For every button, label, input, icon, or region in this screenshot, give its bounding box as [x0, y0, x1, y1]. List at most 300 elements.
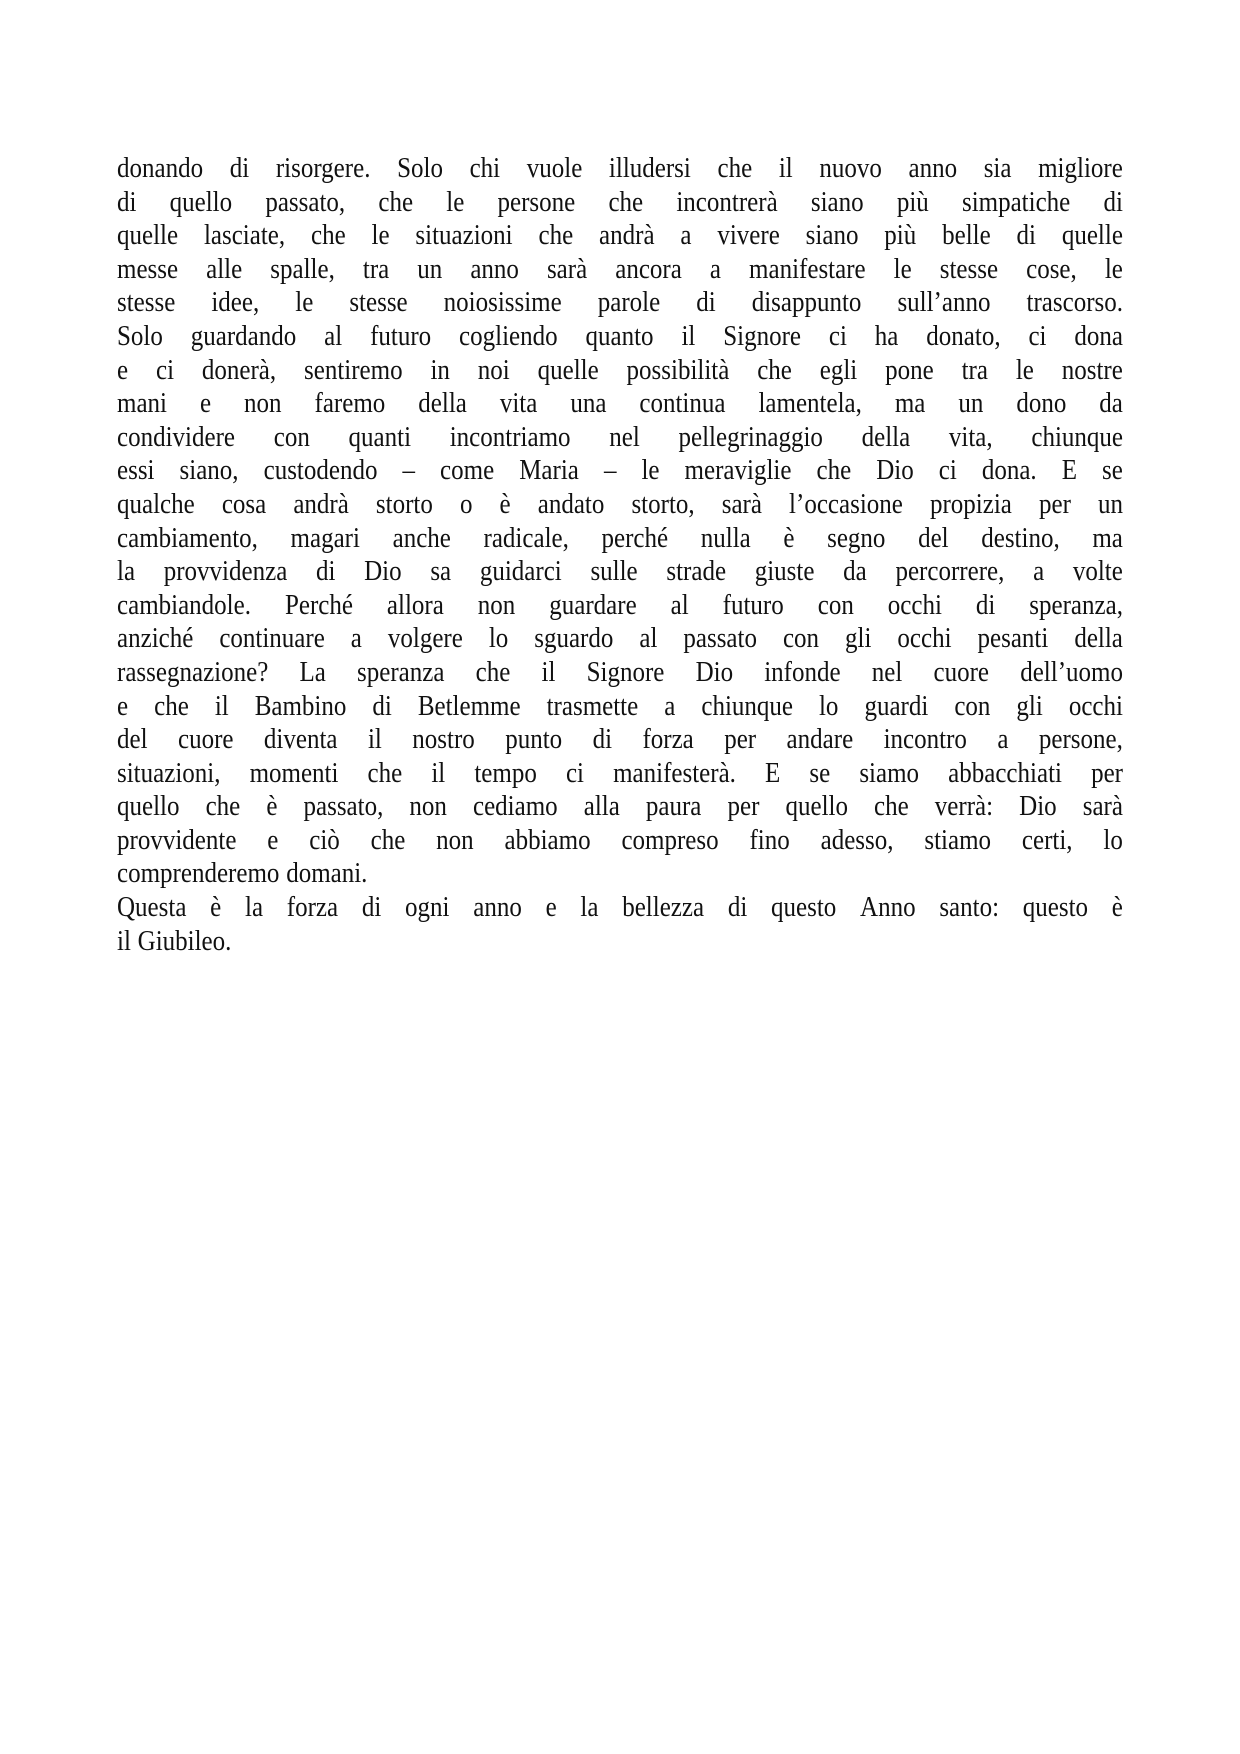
word: che — [538, 220, 574, 251]
word: provvidente — [117, 825, 237, 856]
word: di — [727, 892, 748, 923]
word: che — [816, 455, 852, 486]
word: della — [1074, 623, 1123, 654]
word: noi — [477, 354, 510, 386]
word: messe — [117, 254, 179, 285]
word: e — [545, 892, 557, 923]
word: come — [440, 455, 495, 486]
word: il — [117, 926, 131, 957]
word: a — [664, 690, 676, 722]
word: percorrere, — [895, 556, 1005, 587]
text-line — [117, 755, 1123, 793]
word: vita — [499, 388, 538, 419]
word: non — [436, 825, 474, 856]
word: propizia — [929, 489, 1012, 520]
word: illudersi — [608, 153, 691, 184]
word: cuore — [933, 657, 990, 688]
word: alla — [583, 791, 620, 822]
word: donando — [117, 153, 204, 184]
word: donato, — [926, 321, 1001, 352]
text-line — [117, 855, 1123, 893]
word: le — [893, 254, 912, 285]
text-line — [117, 721, 1123, 759]
word: è — [499, 489, 511, 520]
word: provvidenza — [163, 556, 288, 587]
word: ogni — [405, 892, 450, 923]
word: segno — [827, 522, 886, 554]
word: belle — [942, 220, 991, 251]
word: Maria — [519, 455, 579, 486]
word: bellezza — [622, 892, 705, 923]
text-line — [117, 184, 1123, 222]
word: le — [371, 220, 390, 251]
word: quanto — [585, 321, 654, 352]
text-line — [117, 889, 1123, 927]
text-line — [117, 486, 1123, 524]
word: o — [459, 489, 473, 520]
word: che — [310, 220, 346, 251]
word: stesse — [939, 254, 999, 285]
word: Signore — [723, 321, 801, 352]
word: per — [1038, 489, 1071, 520]
word: che — [608, 186, 644, 218]
word: e — [199, 388, 212, 419]
word: Giubileo. — [137, 926, 232, 957]
word: trasmette — [546, 690, 639, 722]
word: forza — [642, 724, 694, 755]
word: siano, — [179, 455, 239, 486]
word: siamo — [859, 758, 920, 789]
word: Perché — [284, 590, 353, 621]
text-line — [117, 452, 1123, 490]
word: un — [417, 254, 443, 285]
word: di — [975, 590, 996, 621]
word: parole — [597, 287, 661, 318]
word: sguardo — [534, 623, 614, 654]
word: nuovo — [819, 153, 882, 184]
word: che — [757, 354, 792, 386]
word: Dio — [1019, 791, 1057, 822]
word: pesanti — [977, 623, 1049, 654]
word: E — [765, 758, 781, 789]
word: la — [117, 556, 136, 587]
word: guardare — [549, 590, 637, 621]
word: sull’anno — [897, 287, 991, 318]
word: cambiamento, — [117, 522, 258, 554]
word: alle — [206, 254, 243, 285]
word: tempo — [474, 758, 537, 789]
word: simpatiche — [961, 186, 1071, 218]
word: chiunque — [1031, 422, 1123, 453]
text-line — [117, 318, 1123, 356]
word: volgere — [387, 623, 463, 654]
word: questo — [771, 892, 837, 923]
word: se — [1102, 455, 1123, 486]
word: le — [1015, 354, 1034, 386]
word: sentiremo — [304, 354, 403, 386]
word: del — [117, 724, 148, 755]
word: tra — [362, 254, 390, 285]
word: dona — [1074, 321, 1123, 352]
word: vivere — [717, 220, 780, 251]
word: Signore — [586, 657, 665, 688]
word: cosa — [221, 489, 267, 520]
word: ci — [1028, 321, 1047, 352]
word: situazioni, — [117, 758, 221, 789]
word: gli — [845, 623, 872, 654]
word: le — [641, 455, 660, 486]
word: abbacchiati — [948, 758, 1062, 789]
document-body — [117, 152, 1123, 958]
word: nel — [609, 422, 640, 453]
word: sarà — [546, 254, 588, 285]
word: volte — [1072, 556, 1123, 587]
word: migliore — [1038, 153, 1123, 184]
word: a — [350, 623, 362, 654]
word: di — [592, 724, 613, 755]
word: che — [874, 791, 909, 822]
word: occhi — [897, 623, 952, 654]
word: futuro — [722, 590, 784, 621]
word: al — [324, 321, 343, 352]
word: futuro — [370, 321, 432, 352]
word: di — [696, 287, 716, 318]
word: a — [997, 724, 1009, 755]
text-line — [117, 654, 1123, 692]
text-line — [117, 687, 1123, 725]
word: cogliendo — [459, 321, 558, 352]
word: guardando — [190, 321, 297, 352]
word: la — [580, 892, 599, 923]
word: Solo — [117, 321, 163, 352]
word: dell’uomo — [1020, 657, 1123, 688]
text-line — [117, 923, 1123, 961]
word: egli — [819, 354, 858, 386]
text-line — [117, 520, 1123, 558]
word: perché — [601, 522, 669, 554]
word: il — [681, 321, 696, 352]
word: di — [1103, 186, 1123, 218]
word: quelle — [117, 220, 179, 251]
word: al — [639, 623, 658, 654]
word: Dio — [364, 556, 402, 587]
word: diventa — [263, 724, 338, 755]
word: condividere — [117, 422, 236, 453]
word: è — [210, 892, 222, 923]
word: adesso, — [820, 825, 894, 856]
word: domani. — [286, 858, 368, 890]
word: anno — [470, 254, 519, 285]
word: da — [1099, 388, 1123, 419]
word: il — [541, 657, 556, 688]
word: guidarci — [479, 556, 562, 587]
word: nostro — [412, 724, 475, 755]
word: e — [117, 354, 129, 386]
word: con — [817, 590, 854, 621]
word: pellegrinaggio — [678, 422, 823, 453]
word: questo — [1022, 892, 1089, 923]
word: passato — [683, 623, 757, 654]
word: sarà — [721, 489, 762, 520]
word: un — [1097, 489, 1123, 520]
word: di — [372, 690, 392, 722]
word: è — [1111, 892, 1123, 923]
word: continuare — [219, 623, 325, 654]
word: per — [1091, 758, 1123, 789]
word: della — [861, 422, 911, 453]
word: qualche — [117, 489, 195, 520]
text-line — [117, 822, 1123, 860]
word: ma — [1092, 522, 1123, 554]
word: passato, — [303, 791, 384, 822]
word: faremo — [314, 388, 386, 419]
word: – — [402, 455, 415, 486]
word: chiunque — [701, 690, 793, 722]
word: che — [378, 186, 414, 218]
word: stiamo — [924, 825, 992, 856]
word: Dio — [695, 657, 734, 688]
word: lo — [1103, 825, 1123, 856]
word: trascorso. — [1026, 287, 1123, 318]
word: da — [843, 556, 867, 587]
word: quelle — [537, 354, 599, 386]
word: un — [958, 388, 984, 419]
word: magari — [290, 522, 360, 554]
word: le — [295, 287, 314, 318]
word: il — [431, 758, 446, 789]
word: manifestare — [749, 254, 866, 285]
word: santo: — [939, 892, 1000, 923]
word: destino, — [981, 522, 1060, 554]
word: giuste — [754, 556, 815, 587]
word: Betlemme — [417, 690, 521, 722]
word: pone — [885, 354, 934, 386]
word: per — [727, 791, 760, 822]
text-line — [117, 352, 1123, 390]
word: con — [782, 623, 820, 654]
word: ancora — [615, 254, 682, 285]
word: ciò — [309, 825, 340, 856]
word: che — [370, 825, 406, 856]
word: passato, — [265, 186, 346, 218]
word: sia — [983, 153, 1012, 184]
word: persone — [497, 186, 576, 218]
word: del — [918, 522, 949, 554]
word: gli — [1016, 690, 1043, 722]
text-line — [117, 553, 1123, 591]
word: incontriamo — [449, 422, 571, 453]
word: anno — [908, 153, 958, 184]
word: persone, — [1038, 724, 1123, 755]
text-line — [117, 788, 1123, 826]
word: ha — [874, 321, 899, 352]
word: verrà: — [934, 791, 994, 822]
word: al — [670, 590, 689, 621]
word: l’occasione — [789, 489, 903, 520]
word: dono — [1016, 388, 1067, 419]
word: le — [446, 186, 465, 218]
word: sulle — [590, 556, 638, 587]
word: risorgere. — [275, 153, 371, 184]
word: nostre — [1061, 354, 1123, 386]
word: dona. — [981, 455, 1037, 486]
word: ci — [155, 354, 175, 386]
word: stesse — [349, 287, 408, 318]
word: forza — [286, 892, 339, 923]
word: idee, — [211, 287, 260, 318]
word: meraviglie — [684, 455, 792, 486]
word: è — [783, 522, 795, 554]
word: anno — [473, 892, 522, 923]
word: infonde — [764, 657, 841, 688]
word: ma — [894, 388, 926, 419]
word: sarà — [1082, 791, 1123, 822]
word: – — [603, 455, 617, 486]
word: più — [896, 186, 929, 218]
word: di — [229, 153, 250, 184]
word: il — [778, 153, 793, 184]
word: cediamo — [472, 791, 558, 822]
word: ci — [938, 455, 957, 486]
word: donerà, — [201, 354, 277, 386]
word: vuole — [526, 153, 583, 184]
word: in — [430, 354, 450, 386]
word: cuore — [177, 724, 234, 755]
text-line — [117, 587, 1123, 625]
word: a — [680, 220, 692, 251]
word: Anno — [860, 892, 916, 923]
word: e — [267, 825, 279, 856]
word: disappunto — [751, 287, 862, 318]
word: Solo — [397, 153, 443, 184]
word: quello — [169, 186, 233, 218]
word: E — [1061, 455, 1077, 486]
word: più — [884, 220, 917, 251]
word: che — [154, 690, 189, 722]
word: occhi — [1068, 690, 1123, 722]
word: spalle, — [270, 254, 335, 285]
word: rassegnazione? — [117, 657, 269, 688]
text-line — [117, 150, 1123, 188]
word: andrà — [293, 489, 349, 520]
word: di — [117, 186, 137, 218]
word: che — [717, 153, 753, 184]
word: occhi — [887, 590, 942, 621]
word: chi — [469, 153, 501, 184]
word: è — [266, 791, 278, 822]
word: mani — [117, 388, 167, 419]
word: fino — [749, 825, 790, 856]
word: La — [299, 657, 326, 688]
word: quello — [785, 791, 848, 822]
word: paura — [645, 791, 702, 822]
word: nel — [871, 657, 903, 688]
word: speranza — [357, 657, 445, 688]
word: strade — [666, 556, 727, 587]
word: custodendo — [263, 455, 378, 486]
text-line — [117, 217, 1123, 255]
word: guardi — [864, 690, 929, 722]
word: ci — [565, 758, 584, 789]
word: radicale, — [483, 522, 569, 554]
word: il — [367, 724, 382, 755]
word: le — [1104, 254, 1123, 285]
word: lo — [488, 623, 509, 654]
word: lo — [818, 690, 839, 722]
word: andato — [537, 489, 605, 520]
word: a — [1033, 556, 1045, 587]
text-line — [117, 385, 1123, 423]
word: possibilità — [626, 354, 730, 386]
word: quello — [117, 791, 180, 822]
word: compreso — [621, 825, 719, 856]
word: Questa — [117, 892, 187, 923]
word: manifesterà. — [613, 758, 736, 789]
text-line — [117, 620, 1123, 658]
word: della — [418, 388, 467, 419]
word: Dio — [876, 455, 914, 486]
word: incontro — [883, 724, 967, 755]
word: momenti — [249, 758, 339, 789]
word: non — [477, 590, 516, 621]
word: se — [809, 758, 831, 789]
word: di — [315, 556, 336, 587]
word: non — [244, 388, 282, 419]
word: essi — [117, 455, 155, 486]
word: lamentela, — [758, 388, 862, 419]
word: incontrerà — [676, 186, 778, 218]
word: la — [245, 892, 264, 923]
word: noiosissime — [443, 287, 562, 318]
word: nulla — [700, 522, 751, 554]
word: speranza, — [1029, 590, 1123, 621]
word: stesse — [117, 287, 176, 318]
word: quelle — [1061, 220, 1123, 251]
word: storto, — [631, 489, 695, 520]
word: cambiandole. — [117, 590, 251, 621]
word: ci — [828, 321, 847, 352]
word: con — [954, 690, 991, 722]
word: a — [709, 254, 721, 285]
word: non — [409, 791, 447, 822]
word: comprenderemo — [117, 858, 280, 890]
word: sa — [430, 556, 452, 587]
text-line — [117, 284, 1123, 322]
word: tra — [961, 354, 988, 386]
word: il — [214, 690, 229, 722]
word: lasciate, — [203, 220, 286, 251]
word: andare — [786, 724, 854, 755]
word: siano — [810, 186, 864, 218]
text-line — [117, 251, 1123, 289]
word: andrà — [599, 220, 655, 251]
word: anche — [392, 522, 451, 554]
word: che — [475, 657, 511, 688]
word: certi, — [1021, 825, 1073, 856]
word: abbiamo — [504, 825, 591, 856]
word: di — [361, 892, 382, 923]
word: Bambino — [254, 690, 347, 722]
word: anziché — [117, 623, 194, 654]
word: con — [273, 422, 310, 453]
word: di — [1016, 220, 1036, 251]
word: vita, — [948, 422, 993, 453]
word: che — [205, 791, 241, 822]
word: una — [570, 388, 607, 419]
word: allora — [386, 590, 444, 621]
word: storto — [375, 489, 433, 520]
word: che — [367, 758, 403, 789]
